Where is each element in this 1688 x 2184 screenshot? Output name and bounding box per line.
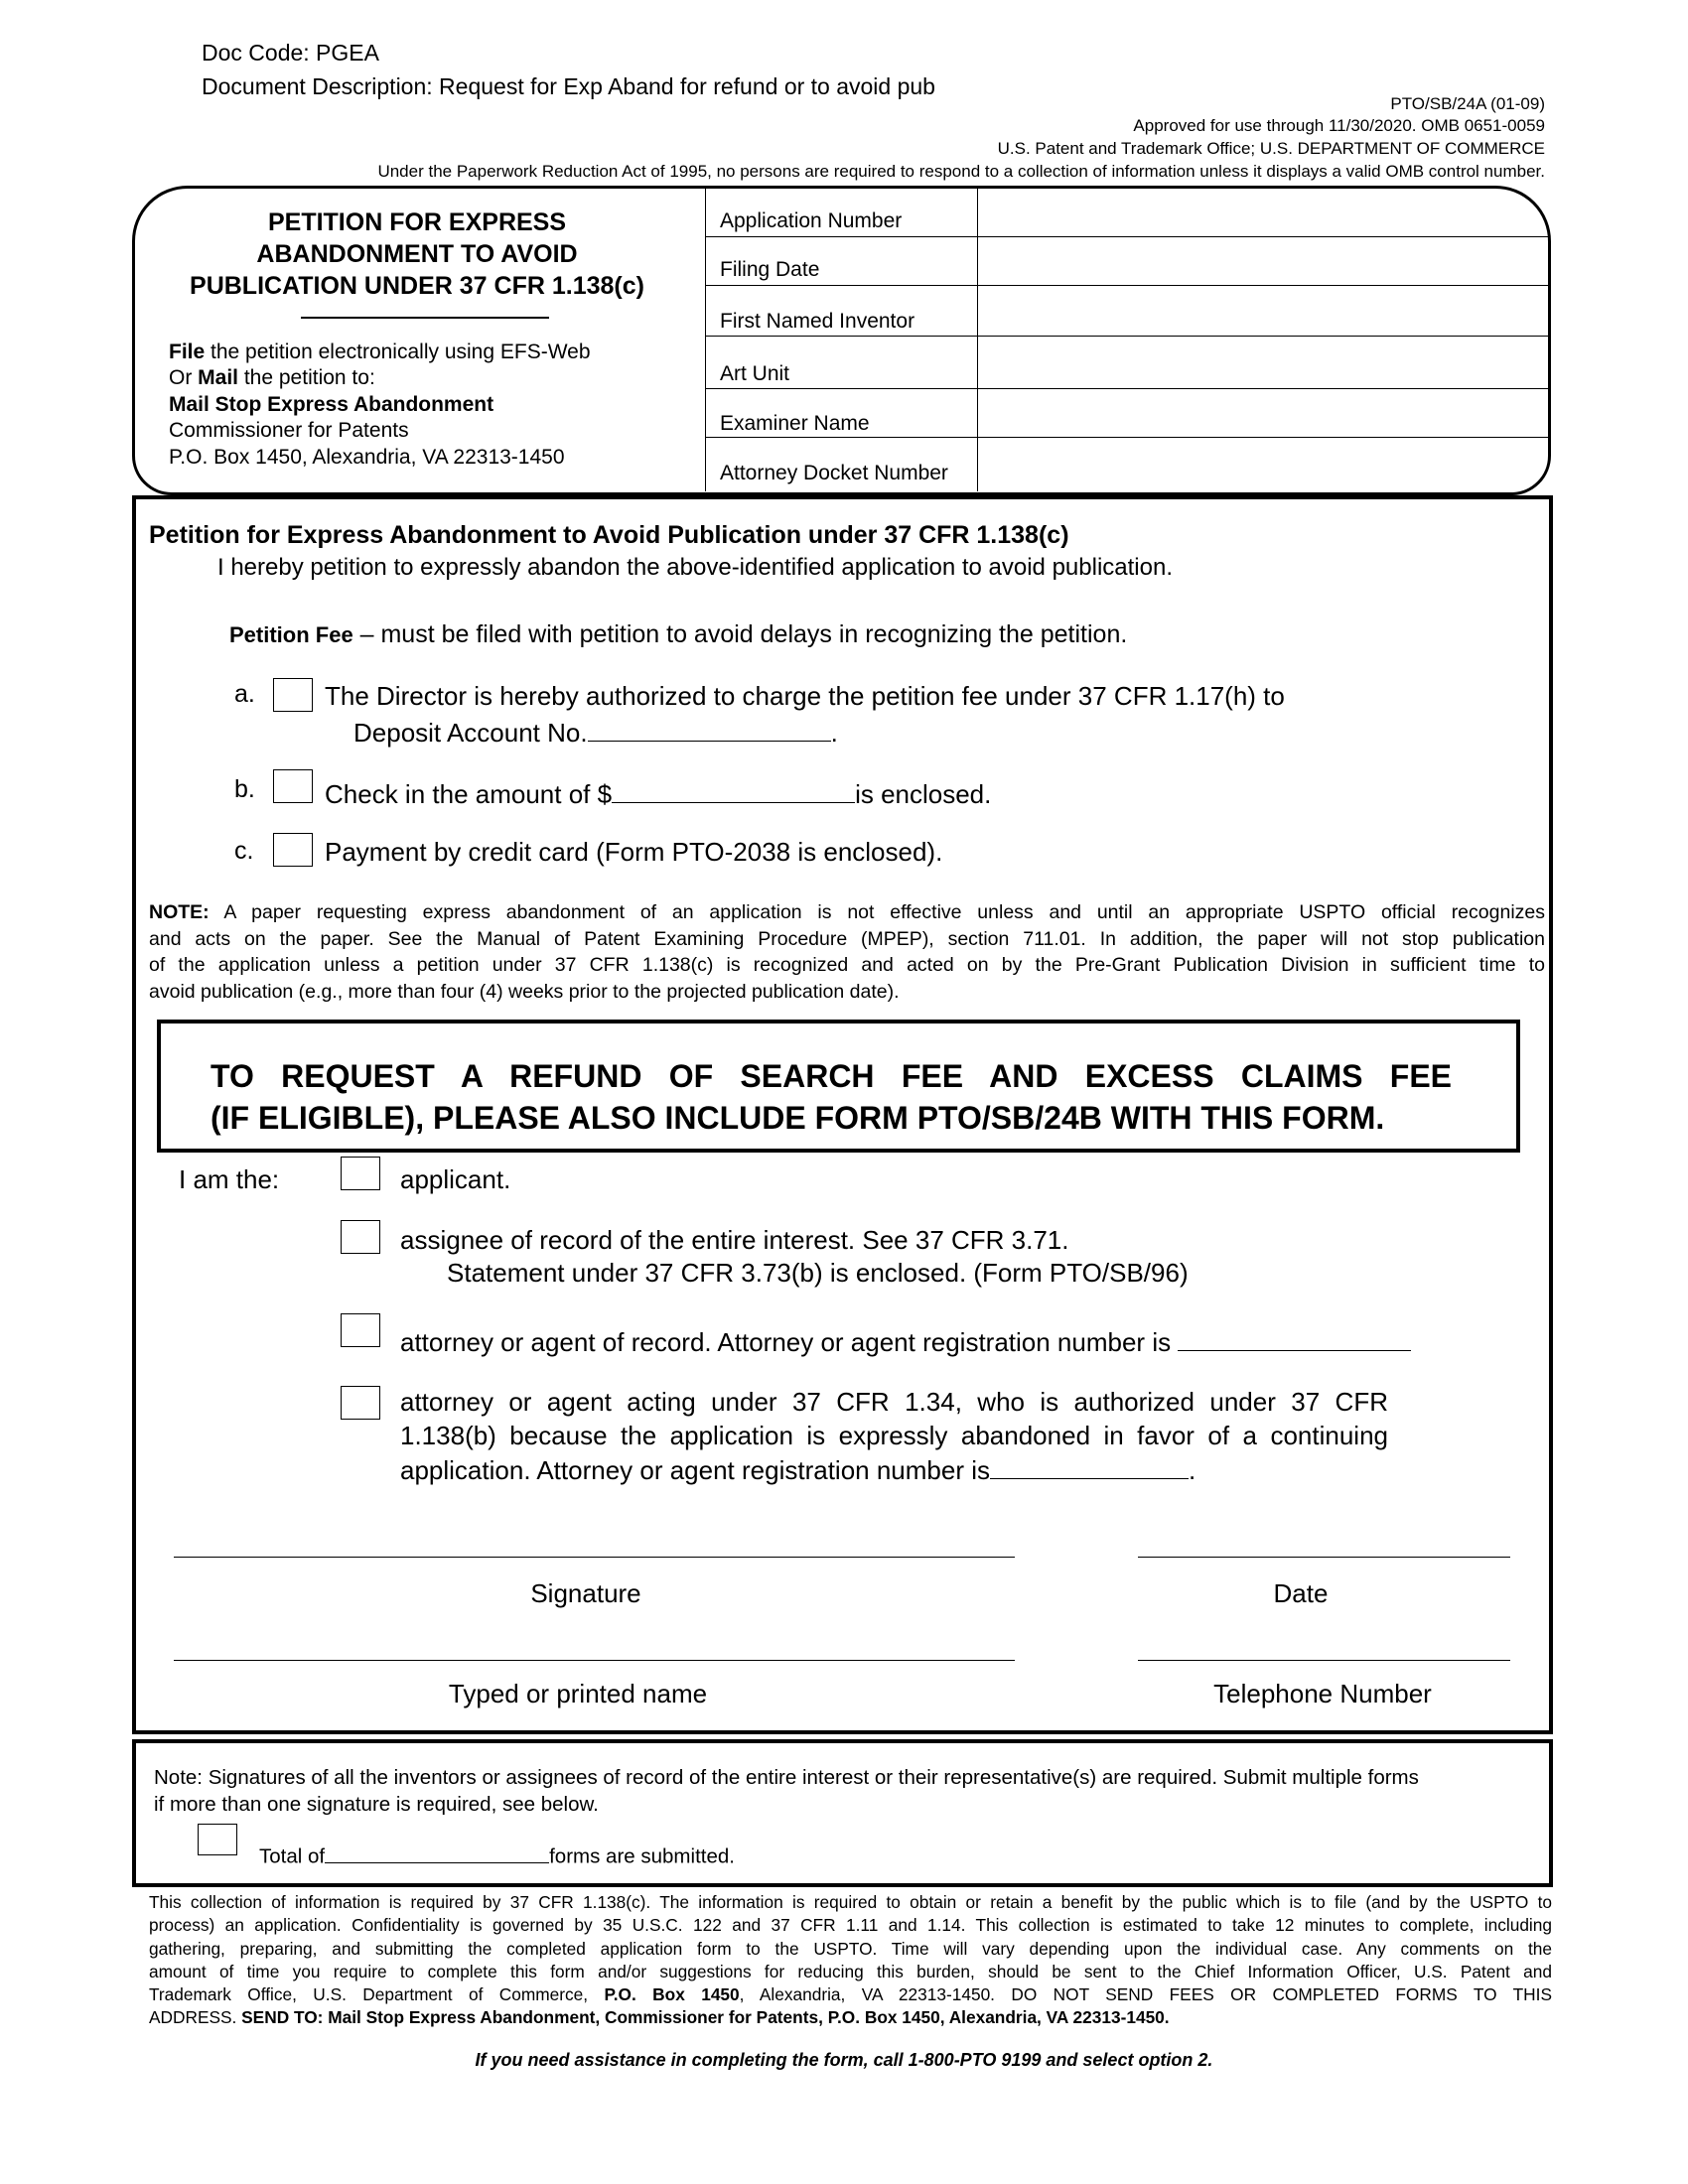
credit-card-text: Payment by credit card (Form PTO-2038 is enclosed).	[325, 837, 943, 867]
mail-instruction: Or Mail the petition to:	[169, 366, 375, 389]
refund-notice: TO REQUEST A REFUND OF SEARCH FEE AND EXCESS CLAIMS FEE (IF ELIGIBLE), PLEASE ALSO INCLUDE FORM PTO/SB/24B WITH THIS FORM.	[211, 1058, 1452, 1136]
deposit-account-text: The Director is hereby authorized to charge the petition fee under 37 CFR 1.17(h) to	[325, 681, 1285, 711]
registration-number-input[interactable]	[1178, 1324, 1411, 1351]
printed-name-label: Typed or printed name	[448, 1679, 708, 1708]
date-line[interactable]	[1138, 1557, 1510, 1558]
assignee-statement: Statement under 37 CFR 3.73(b) is enclosed. (Form PTO/SB/96)	[447, 1258, 1189, 1288]
divider	[705, 388, 1548, 389]
attorney-134-checkbox[interactable]	[341, 1386, 380, 1420]
deposit-account-input[interactable]	[588, 715, 831, 742]
divider	[705, 285, 1548, 286]
form-title-line: PUBLICATION UNDER 37 CFR 1.138(c)	[190, 272, 644, 300]
check-amount-line: Check in the amount of $ is enclosed.	[325, 776, 991, 807]
assignee-text: assignee of record of the entire interest. See 37 CFR 3.71.	[400, 1225, 1069, 1255]
petition-fee-text: Petition Fee – must be filed with petition to avoid delays in recognizing the petition.	[229, 620, 1128, 648]
option-letter: a.	[234, 680, 255, 708]
assignee-checkbox[interactable]	[341, 1220, 380, 1254]
filing-date-label: Filing Date	[720, 258, 820, 281]
commissioner: Commissioner for Patents	[169, 419, 409, 442]
signature-note: if more than one signature is required, see below.	[154, 1793, 599, 1816]
assistance-text: If you need assistance in completing the form, call 1-800-PTO 9199 and select option 2.	[475, 2050, 1213, 2070]
check-checkbox[interactable]	[273, 769, 313, 803]
doc-description: Document Description: Request for Exp Aband for refund or to avoid pub	[202, 73, 935, 99]
signature-line[interactable]	[174, 1557, 1015, 1558]
examiner-name-label: Examiner Name	[720, 412, 870, 435]
total-forms-input[interactable]	[325, 1842, 549, 1863]
mail-stop: Mail Stop Express Abandonment	[169, 393, 494, 416]
telephone-line[interactable]	[1138, 1660, 1510, 1661]
attorney-docket-label: Attorney Docket Number	[720, 462, 948, 484]
applicant-checkbox[interactable]	[341, 1157, 380, 1190]
approved-text: Approved for use through 11/30/2020. OMB 0651-0059	[1133, 116, 1545, 135]
divider	[977, 188, 978, 491]
signature-note: Note: Signatures of all the inventors or assignees of record of the entire interest or their representative(s) are required. Submit multiple forms	[154, 1766, 1419, 1789]
date-label: Date	[1273, 1578, 1329, 1608]
total-forms-checkbox[interactable]	[198, 1824, 237, 1855]
attorney-of-record-checkbox[interactable]	[341, 1313, 380, 1347]
paperwork-notice: Under the Paperwork Reduction Act of 1995, no persons are required to respond to a collection of information unless it displays a valid OMB control number.	[377, 162, 1545, 181]
printed-name-line[interactable]	[174, 1660, 1015, 1661]
telephone-label: Telephone Number	[1213, 1679, 1432, 1708]
credit-card-checkbox[interactable]	[273, 833, 313, 867]
form-title-line: PETITION FOR EXPRESS	[267, 208, 567, 236]
registration-number-input-134[interactable]	[990, 1452, 1189, 1479]
divider	[705, 236, 1548, 237]
file-instruction: File the petition electronically using EFS-Web	[169, 341, 591, 363]
art-unit-label: Art Unit	[720, 362, 790, 385]
examiner-name-field[interactable]	[988, 402, 1539, 432]
deposit-account-line: Deposit Account No. .	[353, 715, 838, 746]
art-unit-field[interactable]	[988, 352, 1539, 382]
divider	[705, 188, 706, 491]
petition-statement: I hereby petition to expressly abandon the above-identified application to avoid publication.	[217, 554, 1173, 581]
check-amount-input[interactable]	[612, 776, 855, 803]
option-letter: c.	[234, 837, 254, 865]
filing-date-field[interactable]	[988, 250, 1539, 280]
attorney-of-record-text: attorney or agent of record. Attorney or agent registration number is	[400, 1324, 1411, 1355]
divider	[705, 437, 1548, 438]
attorney-134-text: attorney or agent acting under 37 CFR 1.34, who is authorized under 37 CFR 1.138(b) because the application is expressly abandoned in favor of a continuing application. Attorney or agent registration number is .	[400, 1387, 1388, 1485]
attorney-docket-field[interactable]	[988, 452, 1539, 481]
option-letter: b.	[234, 775, 255, 803]
total-forms-text: Total of forms are submitted.	[259, 1842, 735, 1867]
signature-label: Signature	[530, 1578, 641, 1608]
mail-address: P.O. Box 1450, Alexandria, VA 22313-1450	[169, 446, 565, 469]
application-number-field[interactable]	[988, 204, 1539, 233]
title-underline	[301, 317, 549, 319]
application-number-label: Application Number	[720, 209, 903, 232]
burden-statement: This collection of information is required by 37 CFR 1.138(c). The information is required to obtain or retain a benefit by the public which is to file (and by the USPTO to process) an application. Confidentiality is governed by 35 U.S.C. 122 and 37 CFR 1.11 and 1.14. This collection is estimated to take 12 minutes to complete, including gathering, preparing, and submitting the completed application form to the USPTO. Time will vary depending upon the individual case. Any comments on the amount of time you require to complete this form and/or suggestions for reducing this burden, should be sent to the Chief Information Officer, U.S. Patent and Trademark Office, U.S. Department of Commerce, P.O. Box 1450, Alexandria, VA 22313-1450. DO NOT SEND FEES OR COMPLETED FORMS TO THIS ADDRESS. SEND TO: Mail Stop Express Abandonment, Commissioner for Patents, P.O. Box 1450, Alexandria, VA 22313-1450.	[149, 1892, 1552, 2028]
petition-heading: Petition for Express Abandonment to Avoid Publication under 37 CFR 1.138(c)	[149, 521, 1069, 549]
divider	[705, 336, 1548, 337]
first-named-inventor-label: First Named Inventor	[720, 310, 915, 333]
doc-code: Doc Code: PGEA	[202, 40, 379, 66]
form-title-line: ABANDONMENT TO AVOID	[256, 240, 578, 268]
agency-text: U.S. Patent and Trademark Office; U.S. DEPARTMENT OF COMMERCE	[997, 139, 1545, 158]
applicant-text: applicant.	[400, 1164, 511, 1194]
first-named-inventor-field[interactable]	[988, 301, 1539, 331]
i-am-the-label: I am the:	[179, 1164, 280, 1194]
note-paragraph: NOTE: A paper requesting express abandonment of an application is not effective unless and until an appropriate USPTO official recognizes and acts on the paper. See the Manual of Patent Examining Procedure (MPEP), section 711.01. In addition, the paper will not stop publication of the application unless a petition under 37 CFR 1.138(c) is recognized and acted on by the Pre-Grant Publication Division in sufficient time to avoid publication (e.g., more than four (4) weeks prior to the projected publication date).	[149, 901, 1545, 1003]
deposit-account-checkbox[interactable]	[273, 678, 313, 712]
form-number: PTO/SB/24A (01-09)	[1390, 94, 1545, 113]
